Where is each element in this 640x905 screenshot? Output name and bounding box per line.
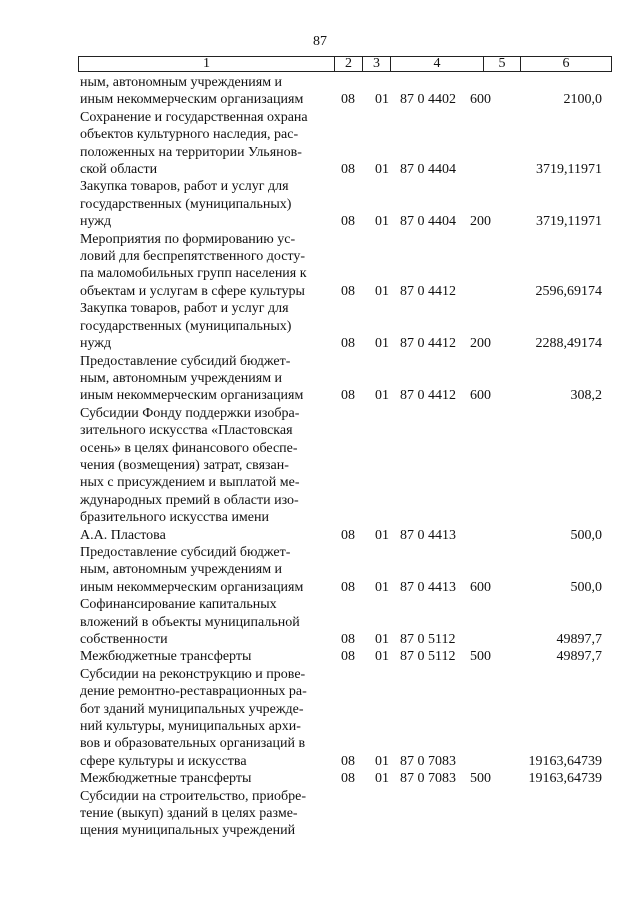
row-description: Закупка товаров, работ и услуг для государственных (муниципальных) нужд (80, 179, 292, 230)
table-body (0, 74, 640, 840)
row-section: 08 (341, 214, 355, 230)
header-col-3: 3 (363, 57, 391, 71)
row-amount: 500,0 (570, 579, 602, 595)
row-section: 08 (341, 162, 355, 178)
row-section: 08 (341, 283, 355, 299)
row-target-code: 87 0 4412 (400, 283, 456, 299)
row-subsection: 01 (375, 649, 389, 665)
row-expense-type: 600 (470, 579, 491, 595)
row-subsection: 01 (375, 214, 389, 230)
row-subsection: 01 (375, 632, 389, 647)
table-header (78, 56, 612, 72)
header-col-6: 6 (562, 56, 570, 71)
row-description: Сохранение и государственная охрана объектов культурного наследия, рас- положенных на территории Ульянов- ской области (80, 109, 308, 178)
table-row (0, 74, 640, 109)
table-row (0, 405, 640, 544)
row-subsection: 01 (375, 162, 389, 178)
row-subsection: 01 (375, 527, 389, 543)
row-expense-type: 600 (470, 388, 491, 404)
row-expense-type: 500 (470, 771, 491, 787)
row-expense-type: 200 (470, 214, 491, 230)
row-description: Мероприятия по формированию ус- ловий для беспрепятственного досту- па маломобильных групп населения к объектам и услугам в сфере культуры (80, 231, 307, 299)
header-col-1: 1 (79, 57, 335, 71)
row-subsection: 01 (375, 283, 389, 299)
row-description: Предоставление субсидий бюджет- ным, автономным учреждениям и иным некоммерческим организациям (80, 353, 304, 404)
row-subsection: 01 (375, 753, 389, 769)
row-section: 08 (341, 527, 355, 543)
row-description: Закупка товаров, работ и услуг для государственных (муниципальных) нужд (80, 301, 292, 352)
row-description: Межбюджетные трансферты (80, 771, 252, 787)
row-target-code: 87 0 7083 (400, 771, 456, 787)
header-col-2: 2 (335, 57, 363, 71)
row-amount: 2288,49174 (535, 336, 602, 352)
row-section: 08 (341, 771, 355, 787)
row-amount: 3719,11971 (536, 214, 602, 230)
row-section: 08 (341, 632, 355, 647)
row-target-code: 87 0 4412 (400, 336, 456, 352)
row-target-code: 87 0 4413 (400, 579, 456, 595)
row-description: Межбюджетные трансферты (80, 649, 252, 665)
table-row (0, 178, 640, 230)
row-subsection: 01 (375, 388, 389, 404)
table-row (0, 231, 640, 301)
table-row (0, 788, 640, 840)
row-subsection: 01 (375, 336, 389, 352)
row-section: 08 (341, 336, 355, 352)
row-section: 08 (341, 753, 355, 769)
header-col-4: 4 (391, 57, 484, 71)
row-amount: 49897,7 (556, 632, 602, 647)
row-target-code: 87 0 4413 (400, 527, 456, 543)
row-target-code: 87 0 4404 (400, 162, 456, 178)
row-description: Субсидии Фонду поддержки изобра- зительного искусства «Пластовская осень» в целях финансового обеспе- чения (возмещения) затрат, связан- ных с присуждением и выплатой ме- ждународных премий в области изо- бразительного искусства имени А.А. Пластова (80, 405, 300, 543)
row-section: 08 (341, 649, 355, 665)
row-amount: 19163,64739 (528, 753, 602, 769)
row-subsection: 01 (375, 579, 389, 595)
row-section: 08 (341, 388, 355, 404)
row-amount: 2596,69174 (535, 283, 602, 299)
row-description: ным, автономным учреждениям и иным некоммерческим организациям (80, 75, 304, 108)
row-amount: 49897,7 (556, 649, 602, 665)
row-subsection: 01 (375, 92, 389, 108)
row-amount: 3719,11971 (536, 162, 602, 178)
row-target-code: 87 0 5112 (400, 632, 456, 647)
page-number: 87 (313, 34, 327, 49)
table-row (0, 666, 640, 770)
row-description: Предоставление субсидий бюджет- ным, автономным учреждениям и иным некоммерческим организациям (80, 544, 304, 595)
row-amount: 308,2 (570, 388, 602, 404)
row-description: Субсидии на строительство, приобре- тение (выкуп) зданий в целях разме- щения муниципальных учреждений (80, 788, 306, 839)
table-row (0, 596, 640, 648)
row-section: 08 (341, 579, 355, 595)
table-row (0, 109, 640, 179)
row-section: 08 (341, 92, 355, 108)
row-expense-type: 200 (470, 336, 491, 352)
table-row (0, 353, 640, 405)
row-target-code: 87 0 7083 (400, 753, 456, 769)
table-row (0, 770, 640, 787)
row-description: Софинансирование капитальных вложений в объекты муниципальной собственности (80, 597, 300, 647)
row-target-code: 87 0 5112 (400, 649, 456, 665)
row-target-code: 87 0 4402 (400, 92, 456, 108)
row-target-code: 87 0 4404 (400, 214, 456, 230)
table-row (0, 648, 640, 665)
row-amount: 500,0 (570, 527, 602, 543)
row-target-code: 87 0 4412 (400, 388, 456, 404)
table-row (0, 300, 640, 352)
table-row (0, 544, 640, 596)
row-expense-type: 500 (470, 649, 491, 665)
row-expense-type: 600 (470, 92, 491, 108)
row-amount: 19163,64739 (528, 771, 602, 787)
row-subsection: 01 (375, 771, 389, 787)
row-description: Субсидии на реконструкцию и прове- дение ремонтно-реставрационных ра- бот зданий муниципальных учрежде- ний культуры, муниципальных архи- вов и образовательных организаций в сфере культуры и искусства (80, 666, 307, 769)
header-col-5: 5 (484, 57, 521, 71)
row-amount: 2100,0 (563, 92, 602, 108)
